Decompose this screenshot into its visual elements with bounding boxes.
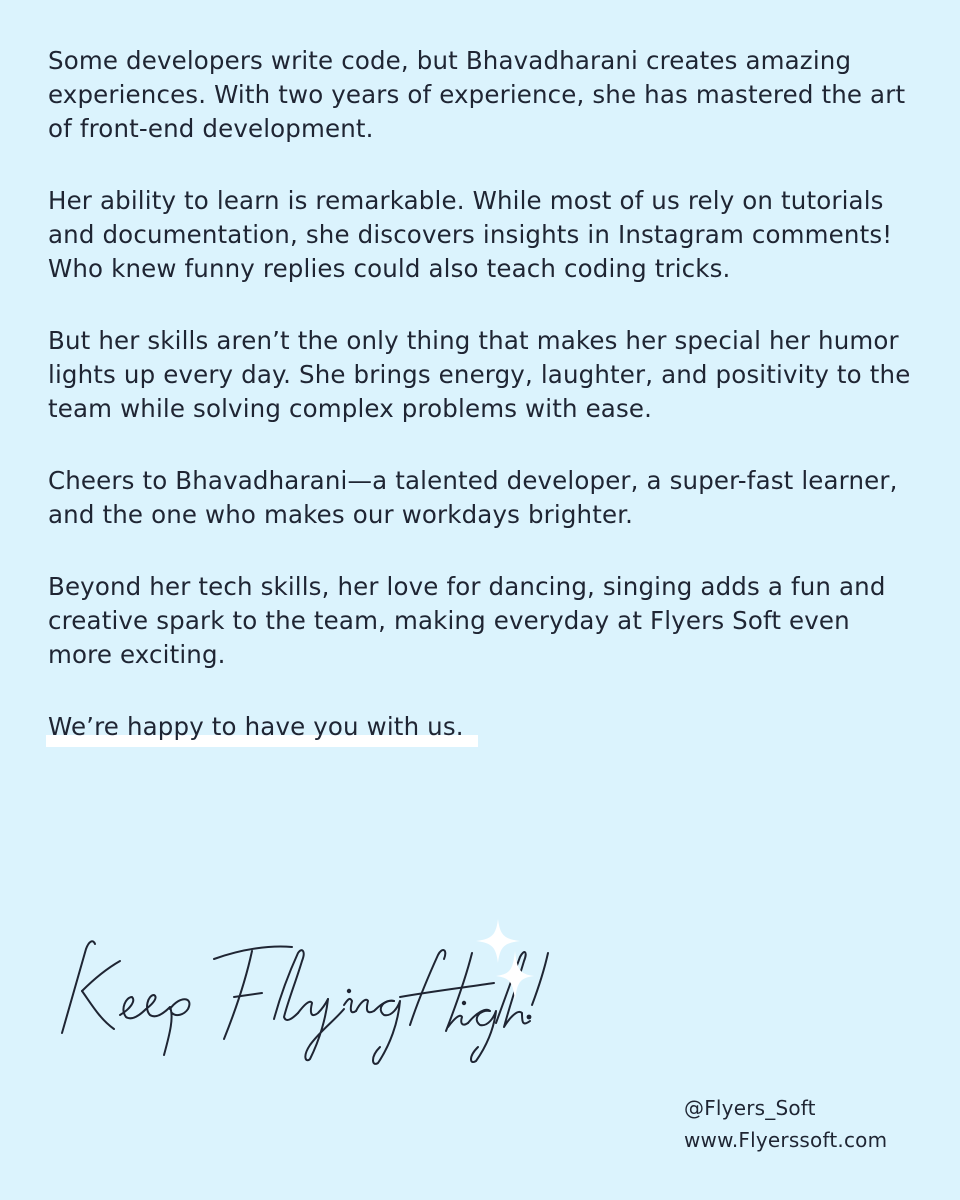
paragraph-humor: But her skills aren’t the only thing that makes her special her humor lights up every day. She brings energy, laughter, and positivity to the team while solving complex problems with ease. bbox=[48, 326, 911, 423]
paragraph-cheers: Cheers to Bhavadharani—a talented developer, a super-fast learner, and the one who makes our workdays brighter. bbox=[48, 466, 898, 529]
closing-text: We’re happy to have you with us. bbox=[48, 712, 464, 741]
closing-line bbox=[48, 710, 464, 744]
story-text bbox=[48, 44, 918, 744]
website-url: www.Flyerssoft.com bbox=[684, 1128, 888, 1152]
paragraph-hobbies: Beyond her tech skills, her love for dancing, singing adds a fun and creative spark to the team, making everyday at Flyers Soft even more exciting. bbox=[48, 572, 886, 669]
sparkle-icon bbox=[496, 951, 534, 1001]
social-handle: @Flyers_Soft bbox=[684, 1096, 816, 1120]
signature bbox=[48, 905, 608, 1065]
paragraph-intro: Some developers write code, but Bhavadharani creates amazing experiences. With two years of experience, she has mastered the art of front-end development. bbox=[48, 46, 906, 143]
paragraph-learning: Her ability to learn is remarkable. While most of us rely on tutorials and documentation, she discovers insights in Instagram comments! Who knew funny replies could also teach coding tricks. bbox=[48, 186, 893, 283]
footer-contact bbox=[684, 1092, 887, 1156]
